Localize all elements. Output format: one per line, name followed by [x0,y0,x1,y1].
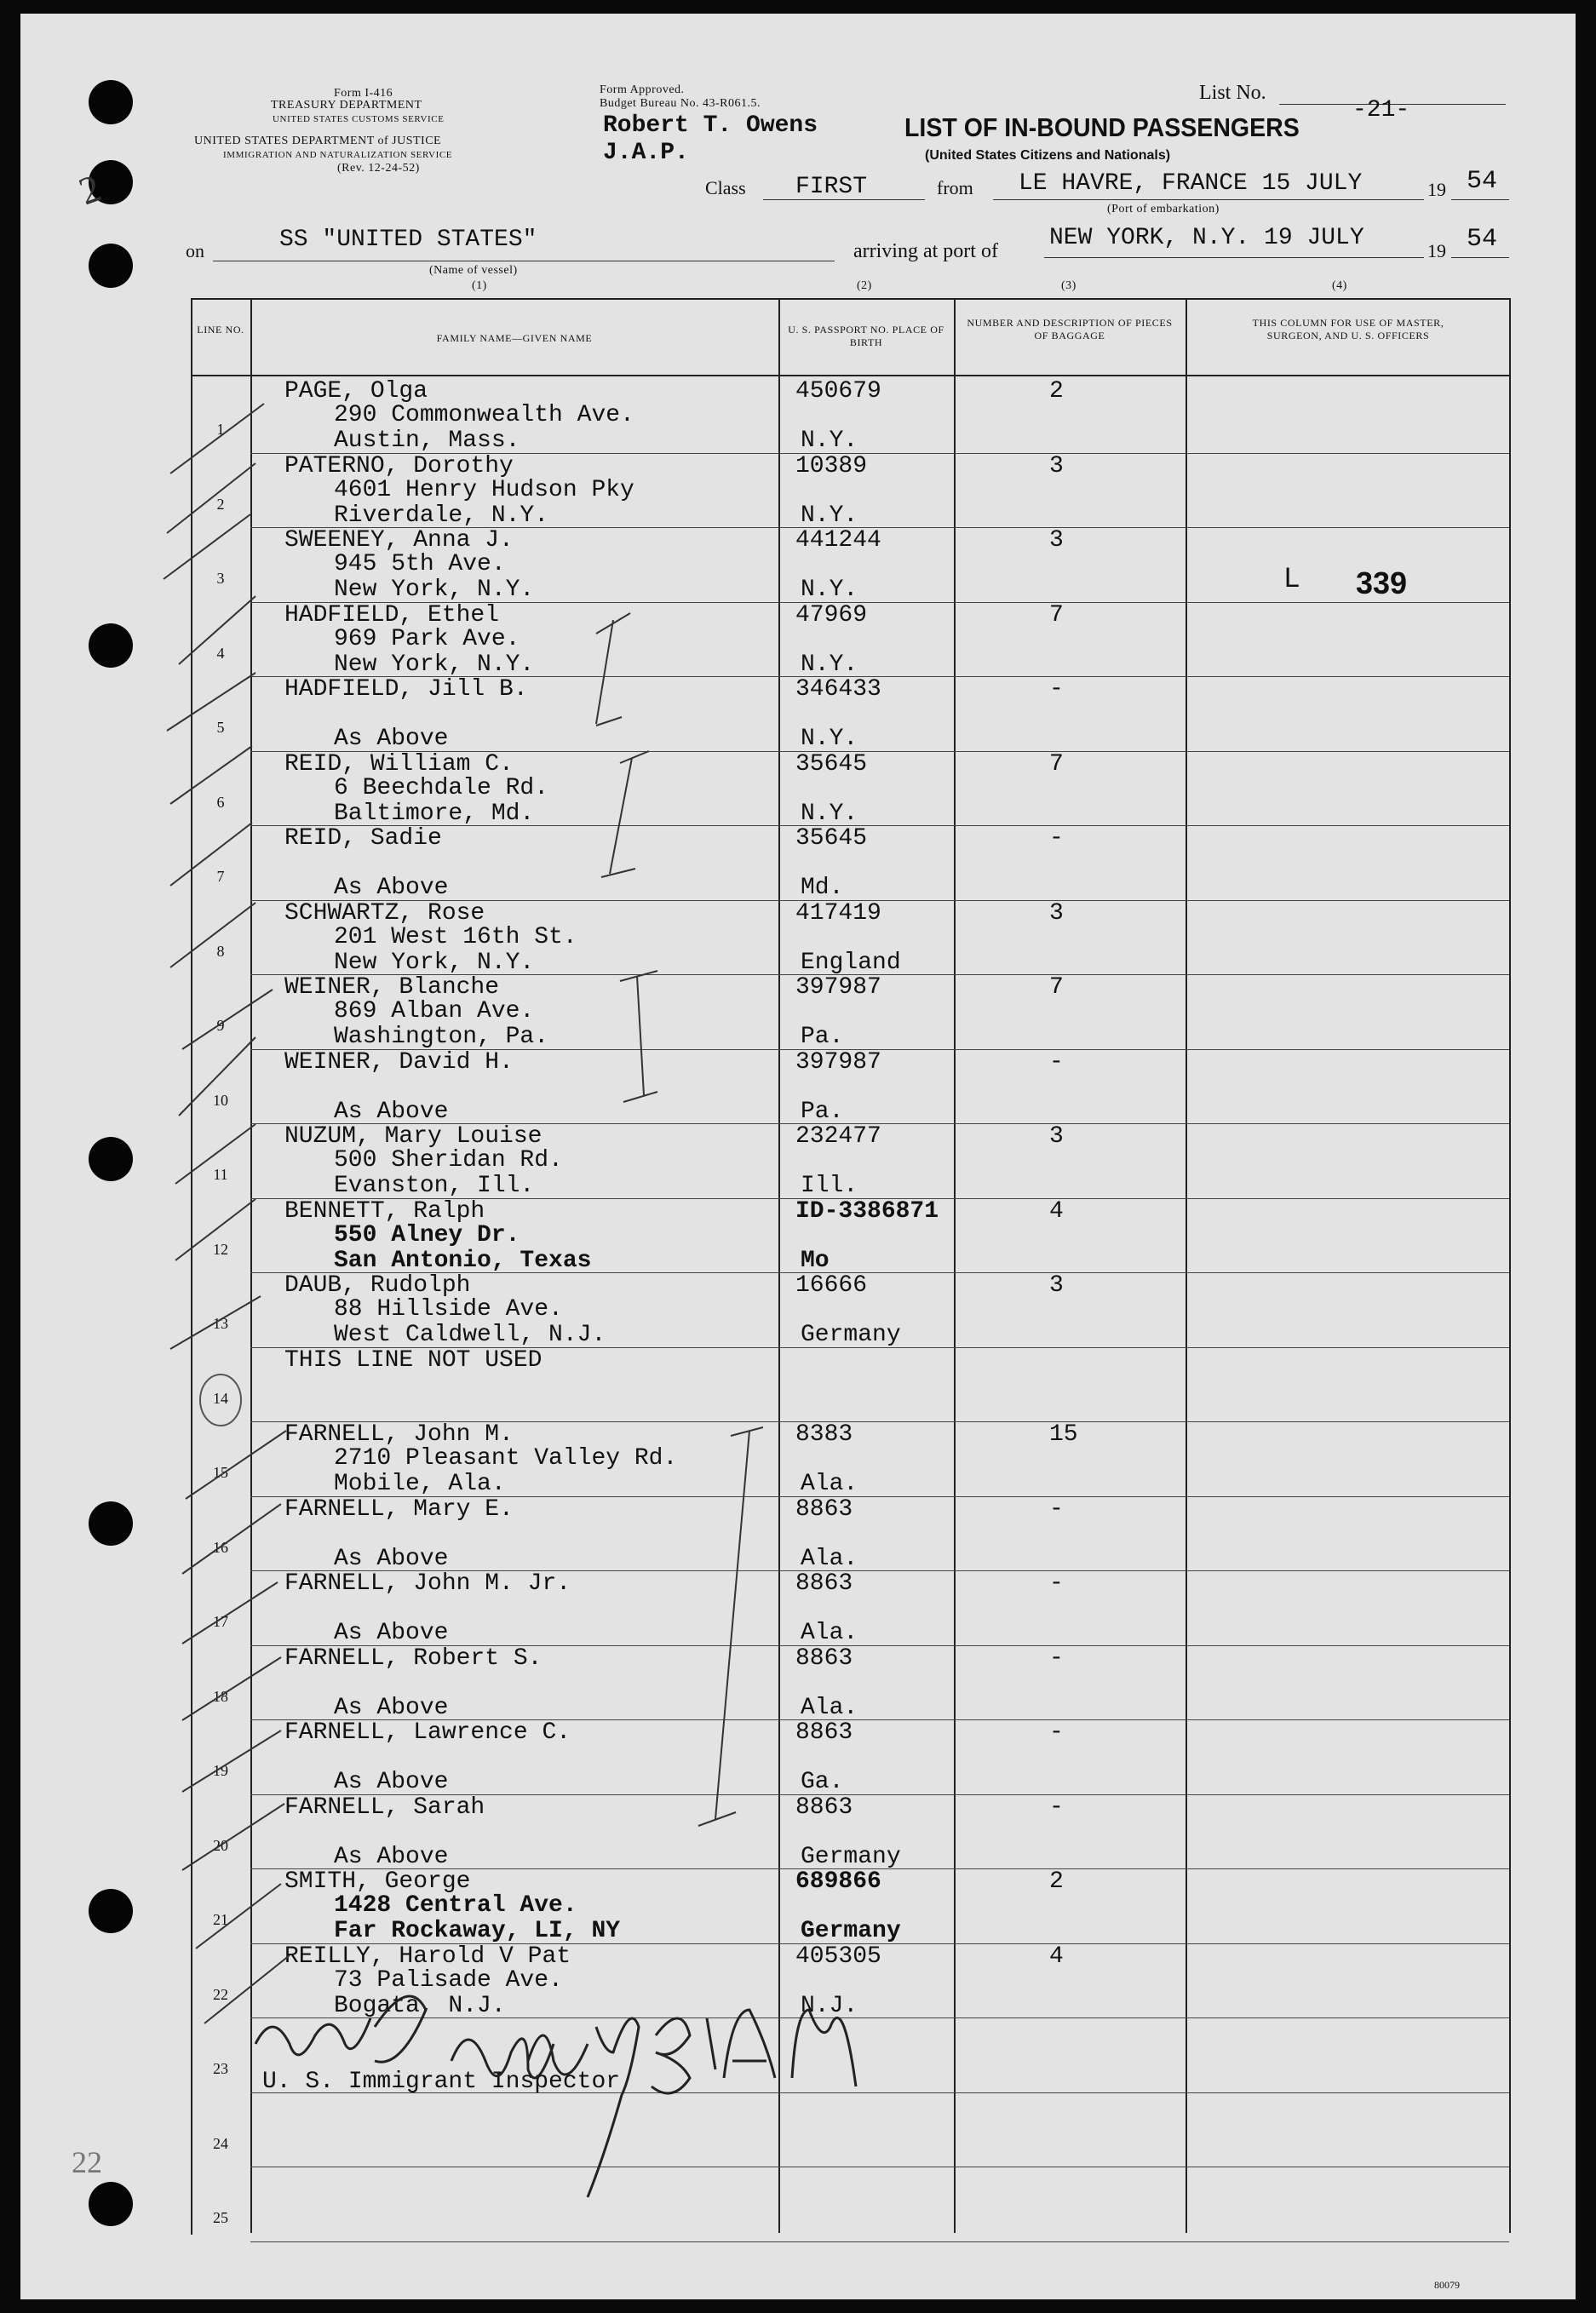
place-of-birth: Ala. [801,1471,858,1497]
document-subtitle: (United States Citizens and Nationals) [925,148,1171,163]
passenger-name: FARNELL, Lawrence C. [284,1719,571,1746]
place-of-birth: N.J. [801,1992,858,2019]
passport-number: ID-3386871 [795,1197,939,1225]
passenger-city: Mobile, Ala. [334,1471,506,1497]
passport-number: 405305 [795,1943,881,1970]
row-number: 2 [216,495,225,513]
place-of-birth: N.Y. [801,577,858,603]
passenger-city: West Caldwell, N.J. [334,1322,606,1348]
row-number: 17 [213,1613,228,1630]
form-approved: Form Approved. [600,83,685,96]
col3-number: (3) [1061,279,1076,292]
form-number: Form I-416 [334,87,393,100]
place-of-birth: Germany [801,1918,901,1944]
row-number: 18 [213,1687,228,1705]
passenger-name: FARNELL, Sarah [284,1794,485,1821]
vessel-caption-number: (1) [472,279,487,292]
vessel-caption: (Name of vessel) [429,264,518,277]
footer-code: 80079 [1434,2279,1460,2291]
passenger-name: BENNETT, Ralph [284,1197,485,1225]
place-of-birth: N.Y. [801,502,858,529]
passenger-address: 550 Alney Dr. [334,1221,520,1248]
passenger-address: 6 Beechdale Rd. [334,774,549,801]
passenger-address: 290 Commonwealth Ave. [334,402,634,428]
passenger-city: As Above [334,1694,449,1721]
ins-service: IMMIGRATION AND NATURALIZATION SERVICE [223,150,453,160]
col2-number: (2) [857,279,872,292]
revision-date: (Rev. 12-24-52) [337,162,420,175]
justice-dept: UNITED STATES DEPARTMENT of JUSTICE [194,135,442,147]
passenger-city: New York, N.Y. [334,651,535,678]
passenger-name: NUZUM, Mary Louise [284,1123,543,1150]
passport-number: 346433 [795,676,881,703]
row-number: 10 [213,1091,228,1109]
row-number: 5 [216,719,225,736]
passenger-name: WEINER, Blanche [284,974,500,1001]
passenger-city: New York, N.Y. [334,949,535,976]
document-title: LIST OF IN-BOUND PASSENGERS [904,112,1300,142]
passenger-address: 1428 Central Ave. [334,1892,577,1919]
col-header-officers: THIS COLUMN FOR USE OF MASTER, SURGEON, AND U. S. OFFICERS [1252,317,1444,341]
passenger-city: As Above [334,1843,449,1870]
passenger-name: REILLY, Harold V Pat [284,1943,571,1970]
passport-number: 450679 [795,378,881,405]
arrival-year-prefix: 19 [1427,240,1446,261]
baggage-count: 3 [1049,527,1064,554]
passenger-name: FARNELL, John M. Jr. [284,1570,571,1597]
passenger-city: As Above [334,1620,449,1646]
row-number: 25 [213,2209,228,2226]
row-number: 15 [213,1464,228,1481]
passport-number: 8863 [795,1495,853,1523]
row-number: 12 [213,1240,228,1258]
passenger-city: Riverdale, N.Y. [334,502,549,529]
passport-number: 8383 [795,1421,853,1448]
baggage-count: 2 [1049,1868,1064,1895]
customs-service: UNITED STATES CUSTOMS SERVICE [273,114,445,124]
baggage-count: - [1049,1048,1064,1076]
row-number: 19 [213,1762,228,1779]
place-of-birth: Ala. [801,1620,858,1646]
baggage-count: - [1049,825,1064,852]
passport-number: 441244 [795,527,881,554]
row-number: 16 [213,1538,228,1556]
baggage-count: 3 [1049,899,1064,927]
place-of-birth: Germany [801,1843,901,1870]
passenger-address: 88 Hillside Ave. [334,1296,563,1323]
col4-number: (4) [1332,279,1347,292]
baggage-count: 3 [1049,1272,1064,1299]
passenger-city: As Above [334,875,449,901]
passenger-name: PAGE, Olga [284,378,428,405]
passenger-city: Evanston, Ill. [334,1173,535,1199]
baggage-count: 15 [1049,1421,1078,1448]
passport-number: 232477 [795,1123,881,1150]
port-embarkation: LE HAVRE, FRANCE 15 JULY [1019,170,1363,197]
agent-code: J.A.P. [603,140,689,166]
passenger-city: Baltimore, Md. [334,800,535,827]
col-header-name: FAMILY NAME—GIVEN NAME [436,332,593,344]
from-year-prefix: 19 [1427,179,1446,200]
passenger-address: 945 5th Ave. [334,551,506,577]
place-of-birth: Pa. [801,1098,844,1125]
place-of-birth: Ala. [801,1545,858,1572]
passenger-name: SWEENEY, Anna J. [284,527,514,554]
passenger-city: As Above [334,1545,449,1572]
port-embarkation-caption: (Port of embarkation) [1107,203,1220,215]
row-number: 14 [213,1389,228,1407]
passenger-name: WEINER, David H. [284,1048,514,1076]
place-of-birth: Pa. [801,1024,844,1050]
passport-number: 397987 [795,1048,881,1076]
place-of-birth: Germany [801,1322,901,1348]
passenger-address: 201 West 16th St. [334,923,577,950]
passenger-name: SMITH, George [284,1868,471,1895]
treasury-dept: TREASURY DEPARTMENT [271,99,422,112]
passenger-city: New York, N.Y. [334,577,535,603]
passport-number: 16666 [795,1272,868,1299]
passenger-name: HADFIELD, Ethel [284,601,500,628]
row-number: 9 [216,1017,225,1034]
arrival-port: NEW YORK, N.Y. 19 JULY [1049,225,1364,251]
class-label: Class [705,177,746,198]
passenger-name: SCHWARTZ, Rose [284,899,485,927]
class-value: FIRST [795,174,868,200]
row-number: 11 [213,1166,228,1183]
passport-number: 8863 [795,1719,853,1746]
from-year: 54 [1467,167,1498,196]
passport-number: 8863 [795,1794,853,1821]
place-of-birth: N.Y. [801,651,858,678]
baggage-count: - [1049,1719,1064,1746]
passenger-name: THIS LINE NOT USED [284,1346,543,1374]
passenger-address: 869 Alban Ave. [334,998,535,1024]
passport-number: 47969 [795,601,868,628]
passenger-city: Bogata, N.J. [334,1992,506,2019]
passenger-address: 2710 Pleasant Valley Rd. [334,1445,678,1472]
baggage-count: - [1049,1570,1064,1597]
passport-number: 35645 [795,825,868,852]
baggage-count: - [1049,1794,1064,1821]
place-of-birth: England [801,949,901,976]
row-number: 24 [213,2134,228,2152]
margin-note-bottom: 22 [72,2145,102,2179]
passenger-city: As Above [334,1769,449,1795]
baggage-count: 2 [1049,378,1064,405]
passenger-city: San Antonio, Texas [334,1247,592,1274]
col-header-passport: U. S. PASSPORT NO. PLACE OF BIRTH [788,324,944,348]
vessel-name: SS "UNITED STATES" [279,227,537,253]
list-number: -21- [1352,97,1410,123]
row-number: 8 [216,942,225,960]
baggage-count: 7 [1049,601,1064,628]
baggage-count: 3 [1049,1123,1064,1150]
row-number: 22 [213,1985,228,2003]
passport-number: 8863 [795,1570,853,1597]
passenger-name: REID, William C. [284,750,514,778]
passenger-city: Austin, Mass. [334,428,520,454]
baggage-count: 7 [1049,750,1064,778]
col-header-line-no: LINE NO. [197,324,244,336]
passport-number: 35645 [795,750,868,778]
baggage-count: 7 [1049,974,1064,1001]
place-of-birth: Md. [801,875,844,901]
place-of-birth: N.Y. [801,726,858,752]
from-label: from [937,177,973,198]
passport-number: 689866 [795,1868,881,1895]
baggage-count: 3 [1049,452,1064,479]
passenger-city: Far Rockaway, LI, NY [334,1918,621,1944]
baggage-count: 4 [1049,1943,1064,1970]
place-of-birth: Ill. [801,1173,858,1199]
passport-number: 10389 [795,452,868,479]
passport-number: 417419 [795,899,881,927]
row-number: 1 [216,421,225,438]
row-number: 21 [213,1911,228,1928]
passenger-city: As Above [334,726,449,752]
agent-name: Robert T. Owens [603,112,818,139]
passenger-name: FARNELL, Robert S. [284,1644,543,1672]
place-of-birth: Ala. [801,1694,858,1721]
row-number: 4 [216,644,225,662]
officer-tick: L [1284,562,1300,593]
passenger-address: 4601 Henry Hudson Pky [334,476,634,503]
passenger-name: HADFIELD, Jill B. [284,676,528,703]
row-number: 3 [216,570,225,587]
row-number: 6 [216,793,225,811]
passport-number: 397987 [795,974,881,1001]
passenger-address: 969 Park Ave. [334,625,520,652]
passenger-name: DAUB, Rudolph [284,1272,471,1299]
passenger-city: U. S. Immigrant Inspector [262,2069,621,2095]
passenger-name: PATERNO, Dorothy [284,452,514,479]
on-label: on [186,240,204,261]
passenger-name: REID, Sadie [284,825,442,852]
row-number: 20 [213,1836,228,1854]
baggage-count: - [1049,676,1064,703]
baggage-count: - [1049,1644,1064,1672]
baggage-count: 4 [1049,1197,1064,1225]
place-of-birth: N.Y. [801,800,858,827]
row-number: 23 [213,2060,228,2077]
passenger-city: As Above [334,1098,449,1125]
officer-mark: 339 [1356,565,1408,600]
passenger-address: 73 Palisade Ave. [334,1966,563,1994]
margin-note-top: 2 [72,165,107,214]
arriving-label: arriving at port of [853,240,998,262]
arrival-year: 54 [1467,225,1498,254]
list-no-label: List No. [1199,82,1266,104]
passenger-name: FARNELL, John M. [284,1421,514,1448]
place-of-birth: Ga. [801,1769,844,1795]
row-number: 7 [216,868,225,885]
passenger-city: Washington, Pa. [334,1024,549,1050]
budget-bureau: Budget Bureau No. 43-R061.5. [600,97,761,110]
col-header-baggage: NUMBER AND DESCRIPTION OF PIECES OF BAGGAGE [967,317,1173,341]
place-of-birth: Mo [801,1247,830,1274]
passenger-address: 500 Sheridan Rd. [334,1147,563,1174]
place-of-birth: N.Y. [801,428,858,454]
row-number: 13 [213,1315,228,1332]
passport-number: 8863 [795,1644,853,1672]
passenger-name: FARNELL, Mary E. [284,1495,514,1523]
baggage-count: - [1049,1495,1064,1523]
